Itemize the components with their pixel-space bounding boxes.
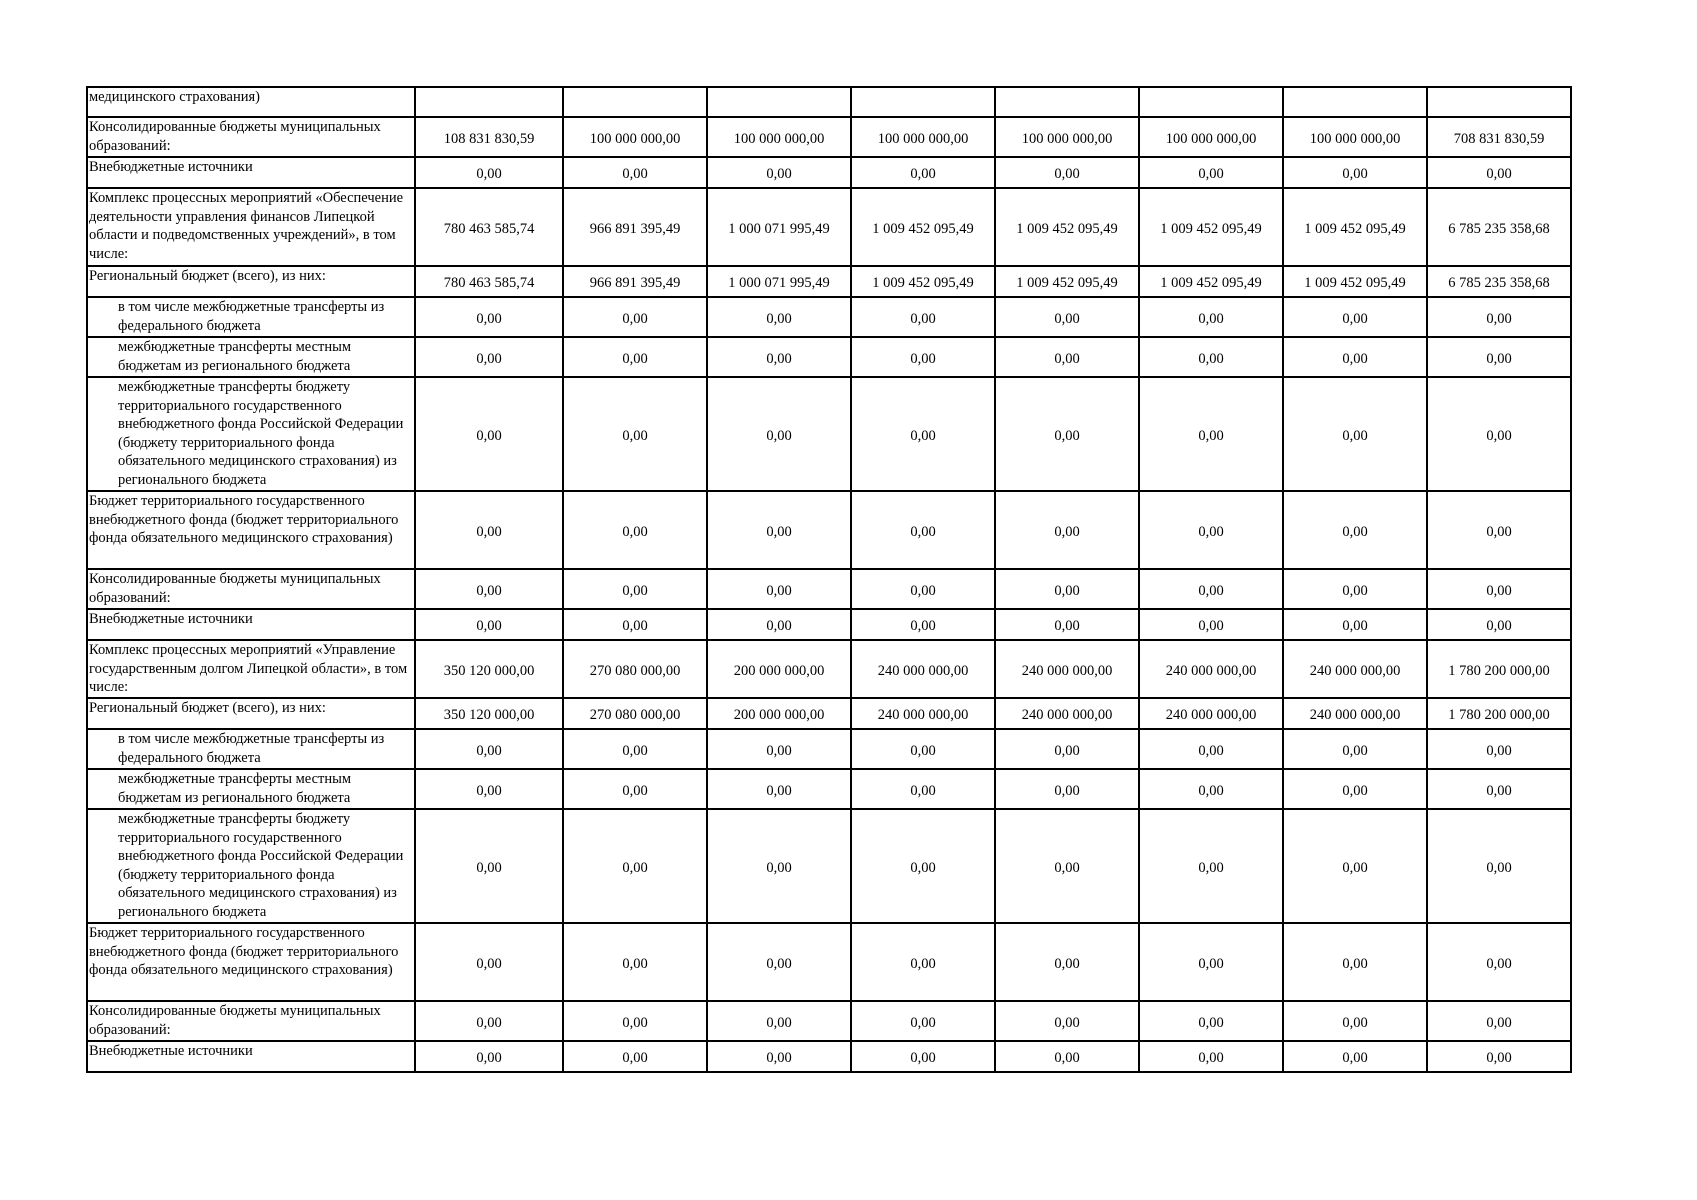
value-cell: 0,00: [415, 491, 563, 569]
value-cell: 350 120 000,00: [415, 698, 563, 729]
value-cell: 0,00: [1139, 157, 1283, 188]
value-cell: 0,00: [995, 809, 1139, 923]
row-label: Бюджет территориального государственного внебюджетного фонда (бюджет территориального фонда обязательного медицинского страхования): [87, 491, 415, 569]
value-cell: 1 009 452 095,49: [995, 266, 1139, 297]
value-cell: 0,00: [851, 377, 995, 491]
value-cell: 0,00: [1283, 377, 1427, 491]
value-cell: 100 000 000,00: [563, 117, 707, 157]
value-cell: 0,00: [1427, 1041, 1571, 1072]
value-cell: 0,00: [1283, 337, 1427, 377]
table-row: [87, 609, 1571, 640]
value-cell: 0,00: [415, 157, 563, 188]
value-cell: 0,00: [1427, 729, 1571, 769]
value-cell: 1 009 452 095,49: [1139, 188, 1283, 266]
table-body: [87, 87, 1571, 1072]
value-cell: 0,00: [707, 377, 851, 491]
value-cell: 0,00: [707, 569, 851, 609]
row-label: Консолидированные бюджеты муниципальных образований:: [87, 569, 415, 609]
row-label: Консолидированные бюджеты муниципальных образований:: [87, 1001, 415, 1041]
value-cell: 240 000 000,00: [851, 698, 995, 729]
value-cell: 0,00: [415, 1001, 563, 1041]
value-cell: 0,00: [851, 491, 995, 569]
value-cell: 0,00: [563, 729, 707, 769]
value-cell: 100 000 000,00: [707, 117, 851, 157]
value-cell: 0,00: [1283, 809, 1427, 923]
value-cell: 100 000 000,00: [1139, 117, 1283, 157]
value-cell: 0,00: [1283, 157, 1427, 188]
value-cell: 1 780 200 000,00: [1427, 698, 1571, 729]
value-cell: [707, 87, 851, 117]
value-cell: 0,00: [707, 337, 851, 377]
value-cell: 0,00: [1427, 609, 1571, 640]
value-cell: 1 000 071 995,49: [707, 188, 851, 266]
value-cell: [1427, 87, 1571, 117]
table-row: [87, 377, 1571, 491]
value-cell: 0,00: [1139, 769, 1283, 809]
value-cell: 240 000 000,00: [1139, 640, 1283, 698]
value-cell: [415, 87, 563, 117]
row-label: Региональный бюджет (всего), из них:: [87, 266, 415, 297]
value-cell: 0,00: [563, 923, 707, 1001]
value-cell: 0,00: [563, 377, 707, 491]
value-cell: 0,00: [707, 1001, 851, 1041]
table-row: [87, 809, 1571, 923]
row-label: Консолидированные бюджеты муниципальных образований:: [87, 117, 415, 157]
value-cell: 0,00: [707, 923, 851, 1001]
value-cell: [1139, 87, 1283, 117]
value-cell: 0,00: [707, 729, 851, 769]
row-label: Комплекс процессных мероприятий «Обеспечение деятельности управления финансов Липецкой области и подведомственных учреждений», в том числе:: [87, 188, 415, 266]
value-cell: 0,00: [1427, 1001, 1571, 1041]
value-cell: 6 785 235 358,68: [1427, 266, 1571, 297]
value-cell: 0,00: [563, 157, 707, 188]
table-row: [87, 769, 1571, 809]
value-cell: 240 000 000,00: [1283, 698, 1427, 729]
value-cell: 100 000 000,00: [851, 117, 995, 157]
value-cell: 0,00: [563, 769, 707, 809]
value-cell: 100 000 000,00: [995, 117, 1139, 157]
value-cell: 0,00: [707, 297, 851, 337]
row-label: Внебюджетные источники: [87, 609, 415, 640]
value-cell: 966 891 395,49: [563, 188, 707, 266]
value-cell: 0,00: [1283, 729, 1427, 769]
value-cell: 240 000 000,00: [1139, 698, 1283, 729]
value-cell: 0,00: [563, 609, 707, 640]
value-cell: 0,00: [707, 609, 851, 640]
value-cell: 1 009 452 095,49: [851, 266, 995, 297]
value-cell: 0,00: [1283, 297, 1427, 337]
value-cell: 0,00: [1283, 491, 1427, 569]
value-cell: [851, 87, 995, 117]
value-cell: 0,00: [415, 1041, 563, 1072]
value-cell: 0,00: [1283, 769, 1427, 809]
value-cell: 0,00: [1139, 569, 1283, 609]
value-cell: 0,00: [707, 809, 851, 923]
value-cell: 0,00: [995, 377, 1139, 491]
value-cell: [563, 87, 707, 117]
row-label: в том числе межбюджетные трансферты из федерального бюджета: [87, 729, 415, 769]
row-label: межбюджетные трансферты бюджету территориального государственного внебюджетного фонда Российской Федерации (бюджету территориального фонда обязательного медицинского страхования) из регионального бюджета: [87, 377, 415, 491]
value-cell: 240 000 000,00: [995, 640, 1139, 698]
value-cell: 1 780 200 000,00: [1427, 640, 1571, 698]
value-cell: 0,00: [563, 297, 707, 337]
value-cell: 0,00: [1427, 923, 1571, 1001]
value-cell: 1 009 452 095,49: [1283, 188, 1427, 266]
value-cell: 0,00: [415, 297, 563, 337]
table-row: [87, 1041, 1571, 1072]
value-cell: 0,00: [995, 569, 1139, 609]
row-label: межбюджетные трансферты местным бюджетам из регионального бюджета: [87, 337, 415, 377]
table-row: [87, 157, 1571, 188]
value-cell: 0,00: [995, 157, 1139, 188]
row-label: Внебюджетные источники: [87, 1041, 415, 1072]
table-row: [87, 266, 1571, 297]
table-row: [87, 117, 1571, 157]
value-cell: 0,00: [851, 729, 995, 769]
value-cell: 350 120 000,00: [415, 640, 563, 698]
value-cell: 0,00: [1139, 809, 1283, 923]
row-label: Бюджет территориального государственного внебюджетного фонда (бюджет территориального фонда обязательного медицинского страхования): [87, 923, 415, 1001]
value-cell: 0,00: [851, 809, 995, 923]
value-cell: 0,00: [851, 769, 995, 809]
value-cell: 0,00: [1139, 1001, 1283, 1041]
value-cell: 0,00: [995, 1041, 1139, 1072]
value-cell: 0,00: [1283, 923, 1427, 1001]
value-cell: 0,00: [415, 569, 563, 609]
value-cell: 100 000 000,00: [1283, 117, 1427, 157]
row-label: Региональный бюджет (всего), из них:: [87, 698, 415, 729]
row-label: Комплекс процессных мероприятий «Управление государственным долгом Липецкой области», в том числе:: [87, 640, 415, 698]
value-cell: 0,00: [1427, 569, 1571, 609]
row-label: в том числе межбюджетные трансферты из федерального бюджета: [87, 297, 415, 337]
value-cell: 0,00: [563, 1001, 707, 1041]
value-cell: 0,00: [1139, 1041, 1283, 1072]
value-cell: 240 000 000,00: [851, 640, 995, 698]
value-cell: 1 009 452 095,49: [1283, 266, 1427, 297]
value-cell: 0,00: [563, 809, 707, 923]
table-row: [87, 640, 1571, 698]
value-cell: 0,00: [707, 491, 851, 569]
value-cell: 108 831 830,59: [415, 117, 563, 157]
value-cell: 0,00: [707, 769, 851, 809]
value-cell: 0,00: [415, 923, 563, 1001]
value-cell: 240 000 000,00: [995, 698, 1139, 729]
value-cell: 0,00: [1427, 377, 1571, 491]
table-row: [87, 569, 1571, 609]
value-cell: 6 785 235 358,68: [1427, 188, 1571, 266]
value-cell: [995, 87, 1139, 117]
value-cell: 0,00: [1427, 491, 1571, 569]
value-cell: 270 080 000,00: [563, 698, 707, 729]
value-cell: 0,00: [1139, 491, 1283, 569]
value-cell: 0,00: [995, 297, 1139, 337]
table-row: [87, 87, 1571, 117]
value-cell: 0,00: [1139, 609, 1283, 640]
value-cell: 0,00: [995, 337, 1139, 377]
value-cell: 0,00: [415, 769, 563, 809]
table-row: [87, 698, 1571, 729]
value-cell: 0,00: [1283, 609, 1427, 640]
value-cell: 708 831 830,59: [1427, 117, 1571, 157]
value-cell: 0,00: [851, 923, 995, 1001]
value-cell: 0,00: [563, 569, 707, 609]
value-cell: 966 891 395,49: [563, 266, 707, 297]
value-cell: 0,00: [1427, 337, 1571, 377]
value-cell: 0,00: [563, 491, 707, 569]
value-cell: 0,00: [1427, 157, 1571, 188]
value-cell: 0,00: [1139, 377, 1283, 491]
row-label: медицинского страхования): [87, 87, 415, 117]
budget-table: [86, 86, 1572, 1073]
value-cell: 0,00: [995, 769, 1139, 809]
value-cell: 0,00: [1139, 729, 1283, 769]
value-cell: 0,00: [707, 1041, 851, 1072]
value-cell: 0,00: [415, 377, 563, 491]
value-cell: 0,00: [1427, 769, 1571, 809]
row-label: Внебюджетные источники: [87, 157, 415, 188]
value-cell: 0,00: [995, 609, 1139, 640]
value-cell: [1283, 87, 1427, 117]
value-cell: 0,00: [415, 729, 563, 769]
value-cell: 0,00: [851, 157, 995, 188]
value-cell: 200 000 000,00: [707, 698, 851, 729]
value-cell: 0,00: [851, 1001, 995, 1041]
value-cell: 0,00: [415, 609, 563, 640]
value-cell: 240 000 000,00: [1283, 640, 1427, 698]
value-cell: 0,00: [563, 1041, 707, 1072]
value-cell: 0,00: [1427, 809, 1571, 923]
value-cell: 0,00: [415, 337, 563, 377]
value-cell: 1 009 452 095,49: [995, 188, 1139, 266]
table-row: [87, 1001, 1571, 1041]
value-cell: 1 000 071 995,49: [707, 266, 851, 297]
table-row: [87, 729, 1571, 769]
value-cell: 0,00: [1139, 297, 1283, 337]
table-row: [87, 188, 1571, 266]
value-cell: 0,00: [995, 729, 1139, 769]
value-cell: 0,00: [707, 157, 851, 188]
value-cell: 200 000 000,00: [707, 640, 851, 698]
table-row: [87, 337, 1571, 377]
value-cell: 0,00: [563, 337, 707, 377]
value-cell: 0,00: [1427, 297, 1571, 337]
value-cell: 0,00: [995, 491, 1139, 569]
value-cell: 0,00: [995, 1001, 1139, 1041]
row-label: межбюджетные трансферты бюджету территориального государственного внебюджетного фонда Российской Федерации (бюджету территориального фонда обязательного медицинского страхования) из регионального бюджета: [87, 809, 415, 923]
value-cell: 0,00: [1283, 569, 1427, 609]
table-row: [87, 297, 1571, 337]
value-cell: 0,00: [995, 923, 1139, 1001]
table-row: [87, 491, 1571, 569]
value-cell: 0,00: [1139, 923, 1283, 1001]
value-cell: 1 009 452 095,49: [851, 188, 995, 266]
value-cell: 0,00: [851, 569, 995, 609]
value-cell: 0,00: [1283, 1041, 1427, 1072]
value-cell: 270 080 000,00: [563, 640, 707, 698]
value-cell: 1 009 452 095,49: [1139, 266, 1283, 297]
value-cell: 0,00: [851, 297, 995, 337]
value-cell: 0,00: [851, 609, 995, 640]
value-cell: 780 463 585,74: [415, 266, 563, 297]
value-cell: 0,00: [851, 1041, 995, 1072]
value-cell: 0,00: [1139, 337, 1283, 377]
value-cell: 0,00: [415, 809, 563, 923]
value-cell: 780 463 585,74: [415, 188, 563, 266]
table-row: [87, 923, 1571, 1001]
row-label: межбюджетные трансферты местным бюджетам из регионального бюджета: [87, 769, 415, 809]
value-cell: 0,00: [851, 337, 995, 377]
value-cell: 0,00: [1283, 1001, 1427, 1041]
